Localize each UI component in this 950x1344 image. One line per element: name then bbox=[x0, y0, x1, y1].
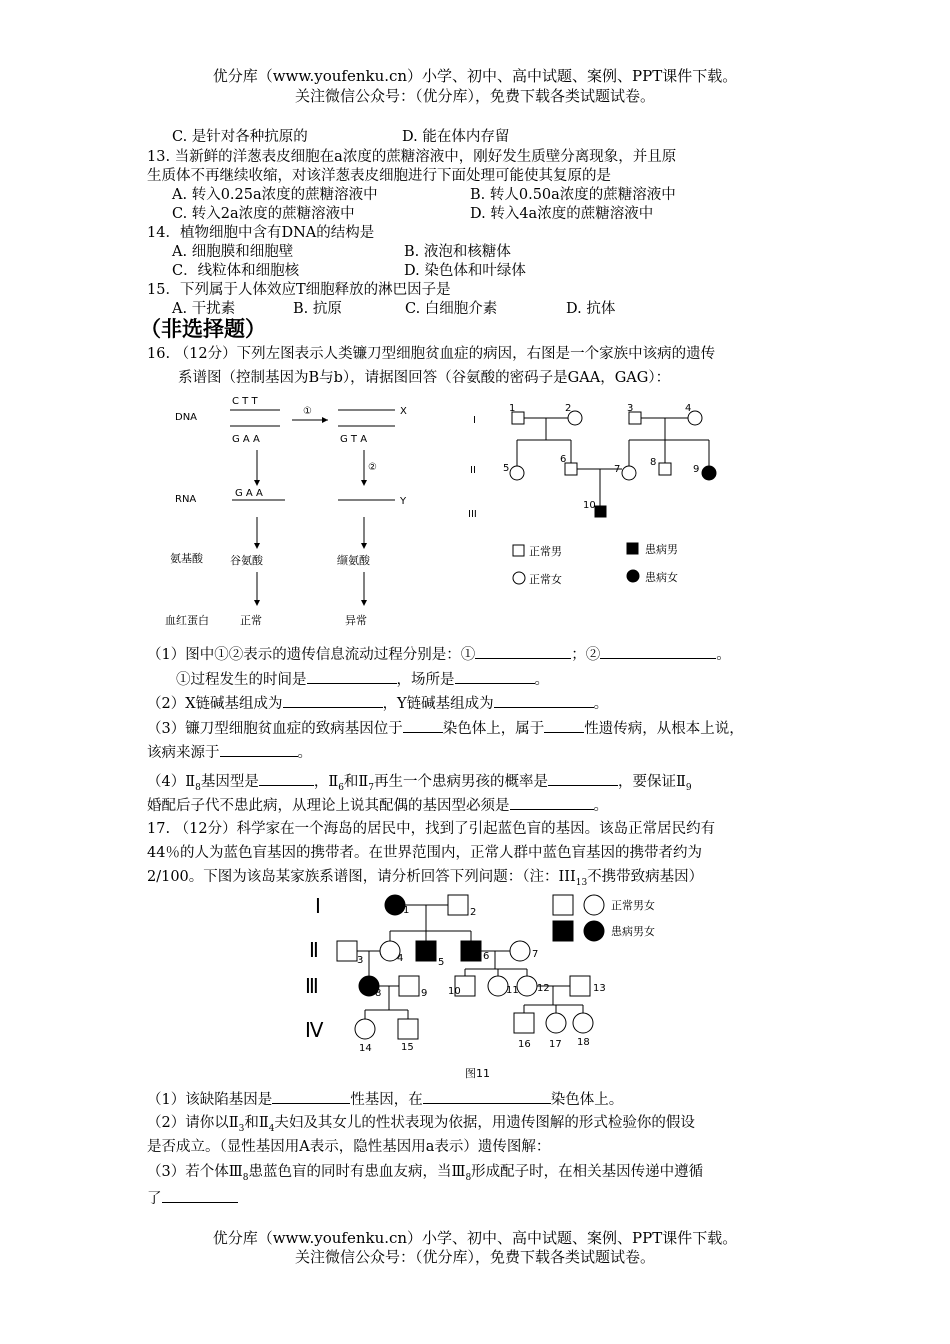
ped17-num-17: 17 bbox=[549, 1039, 562, 1050]
legend17-ill: 患病男女 bbox=[611, 925, 655, 938]
gen17-i: Ⅰ bbox=[315, 894, 321, 918]
ped17-num-3: 3 bbox=[357, 955, 364, 966]
q17-blank-1[interactable] bbox=[272, 1088, 350, 1104]
ped16-num-3: 3 bbox=[627, 403, 634, 414]
abnormal-label: 异常 bbox=[345, 614, 367, 627]
ped17-num-11: 11 bbox=[506, 985, 519, 996]
legend-ill-female: 患病女 bbox=[645, 571, 678, 584]
q16-part2: （2）X链碱基组成为 ，Y链碱基组成为 。 bbox=[147, 692, 608, 714]
q16-stem-1: 16. （12分）下列左图表示人类镰刀型细胞贫血症的病因，右图是一个家族中该病的遗传 bbox=[147, 346, 716, 362]
header-line-1: 优分库（www.youfenku.cn）小学、初中、高中试题、案例、PPT课件下载。 bbox=[212, 67, 738, 85]
figure-caption: 图11 bbox=[465, 1067, 490, 1080]
q16-blank-6[interactable] bbox=[494, 692, 594, 708]
q13-option-c: C. 转入2a浓度的蔗糖溶液中 bbox=[172, 206, 355, 222]
ped17-num-1: 1 bbox=[403, 905, 410, 916]
ped16-num-7: 7 bbox=[614, 464, 621, 475]
ped17-num-10: 10 bbox=[448, 986, 461, 997]
q14-option-a: A. 细胞膜和细胞壁 bbox=[172, 244, 294, 260]
ped16-num-8: 8 bbox=[650, 457, 657, 468]
ped17-num-6: 6 bbox=[483, 951, 490, 962]
q15-option-d: D. 抗体 bbox=[566, 301, 616, 317]
gen-i-label: I bbox=[473, 415, 476, 426]
q13-option-a: A. 转入0.25a浓度的蔗糖溶液中 bbox=[172, 187, 378, 203]
step2-label: ② bbox=[368, 462, 377, 473]
ped17-num-7: 7 bbox=[532, 949, 539, 960]
amino-acid-label: 氨基酸 bbox=[170, 552, 203, 565]
ped17-num-16: 16 bbox=[518, 1039, 531, 1050]
q15-stem: 15．下列属于人体效应T细胞释放的淋巴因子是 bbox=[147, 282, 451, 298]
dna-label: DNA bbox=[175, 412, 198, 423]
q16-blank-12[interactable] bbox=[510, 794, 594, 810]
q13-stem-2: 生质体不再继续收缩，对该洋葱表皮细胞进行下面处理可能使其复原的是 bbox=[147, 168, 611, 184]
gaa-dna-text: G A A bbox=[232, 434, 260, 445]
q16-part4-line1: $(4)Ⅱ_8$基因型是 ，$Ⅱ_6$和$Ⅱ_7$再生一个患病男孩的概率是 ，要保证$Ⅱ_9$ bbox=[147, 770, 692, 798]
ped17-num-14: 14 bbox=[359, 1043, 372, 1054]
ped16-num-10: 10 bbox=[583, 500, 596, 511]
gen17-ii: Ⅱ bbox=[309, 938, 319, 962]
ped17-num-9: 9 bbox=[421, 988, 428, 999]
q12-option-d: D. 能在体内存留 bbox=[402, 129, 510, 145]
valine-label: 缬氨酸 bbox=[337, 554, 370, 567]
normal-label: 正常 bbox=[240, 614, 262, 627]
gen-ii-label: II bbox=[470, 465, 476, 476]
step1-label: ① bbox=[303, 406, 312, 417]
legend-ill-male: 患病男 bbox=[645, 543, 678, 556]
q16-blank-4[interactable] bbox=[455, 668, 535, 684]
glutamate-label: 谷氨酸 bbox=[230, 554, 263, 567]
ped17-num-2: 2 bbox=[470, 907, 477, 918]
q17-stem-3: 2/100。下图为该岛某家族系谱图，请分析回答下列问题：（注：$III_{13}$不携带致病基因） bbox=[147, 869, 704, 888]
q16-blank-11[interactable] bbox=[548, 770, 618, 786]
q16-part3-line2: 该病来源于 。 bbox=[147, 741, 312, 763]
section-title: （非选择题） bbox=[140, 316, 266, 341]
header-line-2: 关注微信公众号：（优分库），免费下载各类试题试卷。 bbox=[294, 87, 655, 105]
q15-option-c: C. 白细胞介素 bbox=[405, 301, 498, 317]
ped16-num-4: 4 bbox=[685, 403, 692, 414]
gen17-iii: Ⅲ bbox=[305, 974, 319, 998]
ped16-num-9: 9 bbox=[693, 464, 700, 475]
q13-option-d: D. 转入4a浓度的蔗糖溶液中 bbox=[470, 206, 654, 222]
q16-blank-2[interactable] bbox=[600, 643, 716, 659]
footer-line-1: 优分库（www.youfenku.cn）小学、初中、高中试题、案例、PPT课件下载。 bbox=[212, 1229, 738, 1247]
q13-stem-1: 13. 当新鲜的洋葱表皮细胞在a浓度的蔗糖溶液中，刚好发生质壁分离现象，并且原 bbox=[147, 149, 677, 165]
ped16-num-6: 6 bbox=[560, 454, 567, 465]
y-label: Y bbox=[400, 496, 407, 507]
ctt-text: C T T bbox=[232, 396, 258, 407]
footer-line-2: 关注微信公众号：（优分库），免费下载各类试题试卷。 bbox=[294, 1248, 655, 1266]
x-label: X bbox=[400, 406, 407, 417]
ped17-num-18: 18 bbox=[577, 1037, 590, 1048]
q16-blank-8[interactable] bbox=[544, 717, 584, 733]
q16-part1-line1: （1）图中①②表示的遗传信息流动过程分别是：① ；② 。 bbox=[147, 643, 731, 665]
ped16-num-5: 5 bbox=[503, 463, 510, 474]
q16-blank-1[interactable] bbox=[475, 643, 571, 659]
q14-option-d: D. 染色体和叶绿体 bbox=[404, 263, 526, 279]
rna-label: RNA bbox=[175, 494, 197, 505]
q14-option-c: C．线粒体和细胞核 bbox=[172, 263, 300, 279]
gta-text: G T A bbox=[340, 434, 368, 445]
gaa-rna-text: G A A bbox=[235, 488, 263, 499]
ped17-num-13: 13 bbox=[593, 983, 606, 994]
q16-part3-line1: （3）镰刀型细胞贫血症的致病基因位于 染色体上，属于 性遗传病，从根本上说， bbox=[147, 717, 744, 739]
q16-blank-5[interactable] bbox=[283, 692, 383, 708]
blue-blindness-pedigree bbox=[295, 885, 715, 1085]
gen-iii-label: III bbox=[468, 509, 477, 520]
legend-normal-female: 正常女 bbox=[529, 573, 562, 586]
q17-stem-1: 17. （12分）科学家在一个海岛的居民中，找到了引起蓝色盲的基因。该岛正常居民约有 bbox=[147, 821, 716, 837]
q17-part2-line1: （2）请你以$Ⅱ_3$和$Ⅱ_4$夫妇及其女儿的性状表现为依据，用遗传图解的形式检验你的假设 bbox=[147, 1115, 695, 1134]
ped17-num-5: 5 bbox=[438, 957, 445, 968]
q14-stem: 14．植物细胞中含有DNA的结构是 bbox=[147, 225, 375, 241]
ped16-num-1: 1 bbox=[509, 403, 516, 414]
q12-option-c: C. 是针对各种抗原的 bbox=[172, 129, 308, 145]
q17-part2-line2: 是否成立。（显性基因用A表示，隐性基因用a表示）遗传图解： bbox=[147, 1139, 551, 1155]
ped17-num-15: 15 bbox=[401, 1042, 414, 1053]
dna-expression-diagram bbox=[160, 392, 470, 637]
q16-part4-line2: 婚配后子代不患此病，从理论上说其配偶的基因型必须是 。 bbox=[147, 794, 608, 816]
legend-normal-male: 正常男 bbox=[529, 545, 562, 558]
q14-option-b: B. 液泡和核糖体 bbox=[404, 244, 511, 260]
gen17-iv: Ⅳ bbox=[305, 1018, 324, 1042]
q17-part3-line2: 了 bbox=[147, 1187, 238, 1209]
q17-blank-2[interactable] bbox=[423, 1088, 551, 1104]
q16-part1-line2: ①过程发生的时间是 ，场所是 。 bbox=[176, 668, 549, 690]
q16-blank-10[interactable] bbox=[259, 770, 314, 786]
q16-blank-9[interactable] bbox=[220, 741, 298, 757]
q17-part1: （1）该缺陷基因是 性基因，在 染色体上。 bbox=[147, 1088, 623, 1110]
q17-blank-3[interactable] bbox=[162, 1187, 238, 1203]
sickle-cell-pedigree bbox=[465, 395, 735, 595]
legend17-normal: 正常男女 bbox=[611, 899, 655, 912]
q15-option-b: B. 抗原 bbox=[293, 301, 342, 317]
ped17-num-12: 12 bbox=[537, 983, 550, 994]
ped16-num-2: 2 bbox=[565, 403, 572, 414]
hemoglobin-label: 血红蛋白 bbox=[165, 614, 209, 627]
q16-blank-7[interactable] bbox=[403, 717, 443, 733]
q16-stem-2: 系谱图（控制基因为B与b），请据图回答（谷氨酸的密码子是GAA，GAG）： bbox=[178, 370, 671, 386]
q15-option-a: A. 干扰素 bbox=[172, 301, 236, 317]
q17-stem-2: 44％的人为蓝色盲基因的携带者。在世界范围内，正常人群中蓝色盲基因的携带者约为 bbox=[147, 845, 702, 861]
q17-part3-line1: （3）若个体$Ⅲ_8$患蓝色盲的同时有患血友病，当$Ⅲ_8$形成配子时，在相关基因传递中遵循 bbox=[147, 1164, 704, 1183]
ped17-num-8: 8 bbox=[375, 988, 382, 999]
q13-option-b: B. 转人0.50a浓度的蔗糖溶液中 bbox=[470, 187, 676, 203]
q16-blank-3[interactable] bbox=[307, 668, 397, 684]
ped17-num-4: 4 bbox=[397, 953, 404, 964]
